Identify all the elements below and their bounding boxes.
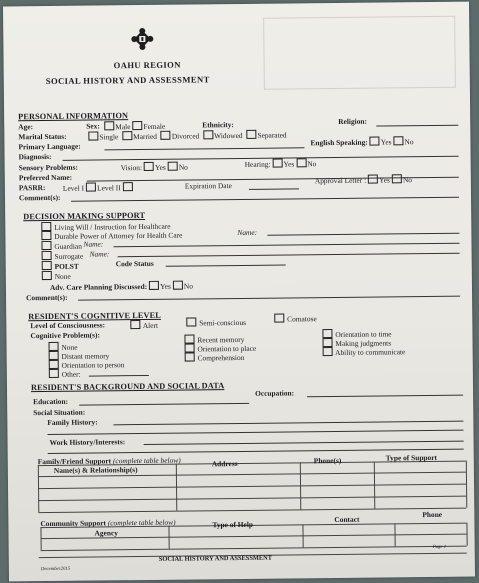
- preferred-name-label: Preferred Name:: [18, 172, 73, 183]
- cog-orient-person-checkbox[interactable]: [49, 360, 59, 369]
- cog-communicate-checkbox[interactable]: [323, 347, 333, 356]
- married-checkbox[interactable]: [122, 131, 132, 140]
- cog-judgments-checkbox[interactable]: [322, 338, 332, 347]
- footer-title: SOCIAL HISTORY AND ASSESSMENT: [158, 554, 273, 563]
- cog-orient-place-label: Orientation to place: [197, 343, 257, 354]
- footer-page: Page 1: [432, 544, 447, 550]
- vision-label: Vision:: [120, 163, 143, 173]
- form-title: SOCIAL HISTORY AND ASSESSMENT: [45, 74, 210, 87]
- surrogate-name-label: Name:: [89, 249, 110, 259]
- single-label: Single: [99, 132, 119, 142]
- surrogate-checkbox[interactable]: [42, 251, 52, 260]
- hearing-no-label: No: [307, 159, 317, 169]
- cog-communicate-label: Ability to communicate: [335, 347, 406, 357]
- hearing-no-checkbox[interactable]: [296, 158, 306, 167]
- primary-language-label: Primary Language:: [18, 141, 81, 152]
- cog-orient-place-checkbox[interactable]: [185, 343, 195, 352]
- decision-heading: DECISION MAKING SUPPORT: [23, 210, 146, 222]
- adv-care-label: Adv. Care Planning Discussed:: [49, 281, 148, 292]
- divorced-label: Divorced: [171, 131, 200, 141]
- footer-date: December2015: [40, 566, 71, 573]
- widowed-checkbox[interactable]: [203, 130, 213, 139]
- english-yes-label: Yes: [380, 137, 392, 147]
- region-logo-icon: [130, 27, 154, 51]
- approval-no-checkbox[interactable]: [392, 174, 402, 183]
- english-no-label: No: [404, 137, 414, 147]
- english-no-checkbox[interactable]: [393, 136, 403, 145]
- level1-checkbox[interactable]: [86, 182, 96, 191]
- adv-care-no-label: No: [183, 281, 194, 291]
- consciousness-label: Level of Consciousness:: [30, 320, 106, 331]
- comatose-checkbox[interactable]: [274, 314, 284, 323]
- cog-judgments-label: Making judgments: [335, 338, 392, 348]
- community-table-caption: Community Support: [40, 518, 106, 529]
- married-label: Married: [133, 131, 157, 142]
- personal-comments-label: Comment(s):: [18, 192, 61, 203]
- semi-conscious-label: Semi-conscious: [199, 317, 247, 328]
- hearing-yes-label: Yes: [283, 159, 295, 169]
- decision-none-checkbox[interactable]: [42, 271, 52, 280]
- cog-orient-time-checkbox[interactable]: [322, 329, 332, 338]
- community-col-phone: Phone: [422, 509, 443, 520]
- living-will-label: Living Will / Instruction for Healthcare: [54, 221, 171, 232]
- widowed-label: Widowed: [214, 130, 243, 141]
- diagnosis-label: Diagnosis:: [18, 151, 52, 162]
- guardian-name-label: Name:: [83, 239, 104, 249]
- dpoa-label: Durable Power of Attorney for Health Care: [54, 230, 183, 241]
- cog-orient-time-label: Orientation to time: [335, 329, 392, 339]
- english-speaking-label: English Speaking:: [310, 137, 368, 148]
- org-title: OAHU REGION: [113, 59, 181, 71]
- cog-distant-memory-label: Distant memory: [61, 351, 110, 361]
- adv-care-yes-checkbox[interactable]: [149, 281, 159, 290]
- ethnicity-label: Ethnicity:: [202, 120, 234, 130]
- alert-label: Alert: [142, 320, 159, 331]
- pasrr-label: PASRR:: [18, 183, 46, 193]
- cog-other-label: Other:: [61, 369, 81, 379]
- dpoa-name-label: Name:: [237, 227, 258, 238]
- sex-label: Sex:: [86, 121, 100, 131]
- guardian-label: Guardian: [54, 241, 82, 251]
- decision-comments-label: Comment(s):: [26, 292, 68, 303]
- religion-label: Religion:: [338, 116, 368, 126]
- female-label: Female: [143, 121, 166, 131]
- cog-distant-memory-checkbox[interactable]: [49, 351, 59, 360]
- cog-orient-person-label: Orientation to person: [61, 360, 125, 370]
- family-col-phone: Phone(s): [313, 455, 342, 466]
- separated-checkbox[interactable]: [246, 130, 256, 139]
- semi-conscious-checkbox[interactable]: [186, 317, 196, 326]
- family-col-support: Type of Support: [385, 452, 437, 463]
- cog-other-checkbox[interactable]: [49, 369, 59, 378]
- community-col-help: Type of Help: [212, 519, 254, 530]
- surrogate-label: Surrogate: [54, 251, 84, 261]
- hearing-label: Hearing:: [244, 159, 271, 169]
- family-history-label: Family History:: [47, 417, 98, 428]
- level2-label: Level II: [97, 183, 121, 193]
- family-col-address: Address: [211, 459, 238, 469]
- adv-care-yes-label: Yes: [160, 281, 171, 291]
- cog-recent-memory-checkbox[interactable]: [184, 334, 194, 343]
- alert-checkbox[interactable]: [130, 320, 140, 329]
- decision-none-label: None: [54, 271, 71, 281]
- work-history-label: Work History/Interests:: [49, 437, 126, 447]
- guardian-checkbox[interactable]: [41, 241, 51, 250]
- family-col-name: Name(s) & Relationship(s): [53, 465, 138, 475]
- cog-comprehension-checkbox[interactable]: [185, 352, 195, 361]
- approval-label: Approval Letter :: [314, 175, 367, 186]
- vision-yes-checkbox[interactable]: [144, 162, 154, 171]
- vision-no-label: No: [178, 162, 188, 172]
- education-label: Education:: [33, 396, 69, 407]
- cog-none-label: None: [61, 342, 78, 352]
- personal-heading: PERSONAL INFORMATION: [18, 111, 129, 122]
- background-heading: RESIDENT'S BACKGROUND AND SOCIAL DATA: [30, 381, 225, 393]
- cog-none-checkbox[interactable]: [49, 342, 59, 351]
- single-checkbox[interactable]: [88, 131, 98, 140]
- form-page: [3, 2, 475, 582]
- cog-comprehension-label: Comprehension: [197, 352, 245, 363]
- expiration-label: Expiration Date: [184, 181, 232, 191]
- level2-checkbox[interactable]: [123, 182, 133, 191]
- age-label: Age:: [18, 122, 34, 132]
- male-checkbox[interactable]: [104, 121, 114, 130]
- dpoa-checkbox[interactable]: [41, 231, 51, 240]
- approval-no-label: No: [402, 175, 413, 185]
- approval-yes-checkbox[interactable]: [368, 175, 378, 184]
- comatose-label: Comatose: [287, 314, 317, 324]
- family-table-note: (complete table below): [112, 455, 181, 466]
- hearing-yes-checkbox[interactable]: [272, 159, 282, 168]
- marital-label: Marital Status:: [18, 131, 67, 142]
- male-label: Male: [115, 122, 131, 132]
- living-will-checkbox[interactable]: [41, 222, 51, 231]
- cognitive-heading: RESIDENT'S COGNITIVE LEVEL: [28, 310, 161, 322]
- vision-no-checkbox[interactable]: [168, 162, 178, 171]
- occupation-label: Occupation:: [255, 388, 295, 398]
- adv-care-no-checkbox[interactable]: [173, 281, 183, 290]
- label-area: [263, 16, 456, 90]
- family-table-caption: Family/Friend Support: [37, 456, 112, 467]
- english-yes-checkbox[interactable]: [370, 137, 380, 146]
- separated-label: Separated: [257, 130, 287, 140]
- level1-label: Level I: [62, 183, 85, 193]
- cognitive-problems-label: Cognitive Problem(s):: [30, 330, 100, 341]
- cog-recent-memory-label: Recent memory: [197, 334, 245, 345]
- approval-yes-label: Yes: [379, 175, 390, 185]
- female-checkbox[interactable]: [132, 121, 142, 130]
- community-col-contact: Contact: [334, 514, 360, 525]
- community-col-agency: Agency: [94, 528, 118, 538]
- vision-yes-label: Yes: [154, 162, 166, 172]
- divorced-checkbox[interactable]: [161, 131, 171, 140]
- polst-label: POLST: [54, 261, 79, 271]
- social-situation-label: Social Situation:: [33, 407, 86, 418]
- sensory-label: Sensory Problems:: [18, 162, 78, 173]
- community-table-note: (complete table below): [107, 517, 176, 528]
- code-status-label: Code Status: [115, 258, 154, 269]
- polst-checkbox[interactable]: [42, 261, 52, 270]
